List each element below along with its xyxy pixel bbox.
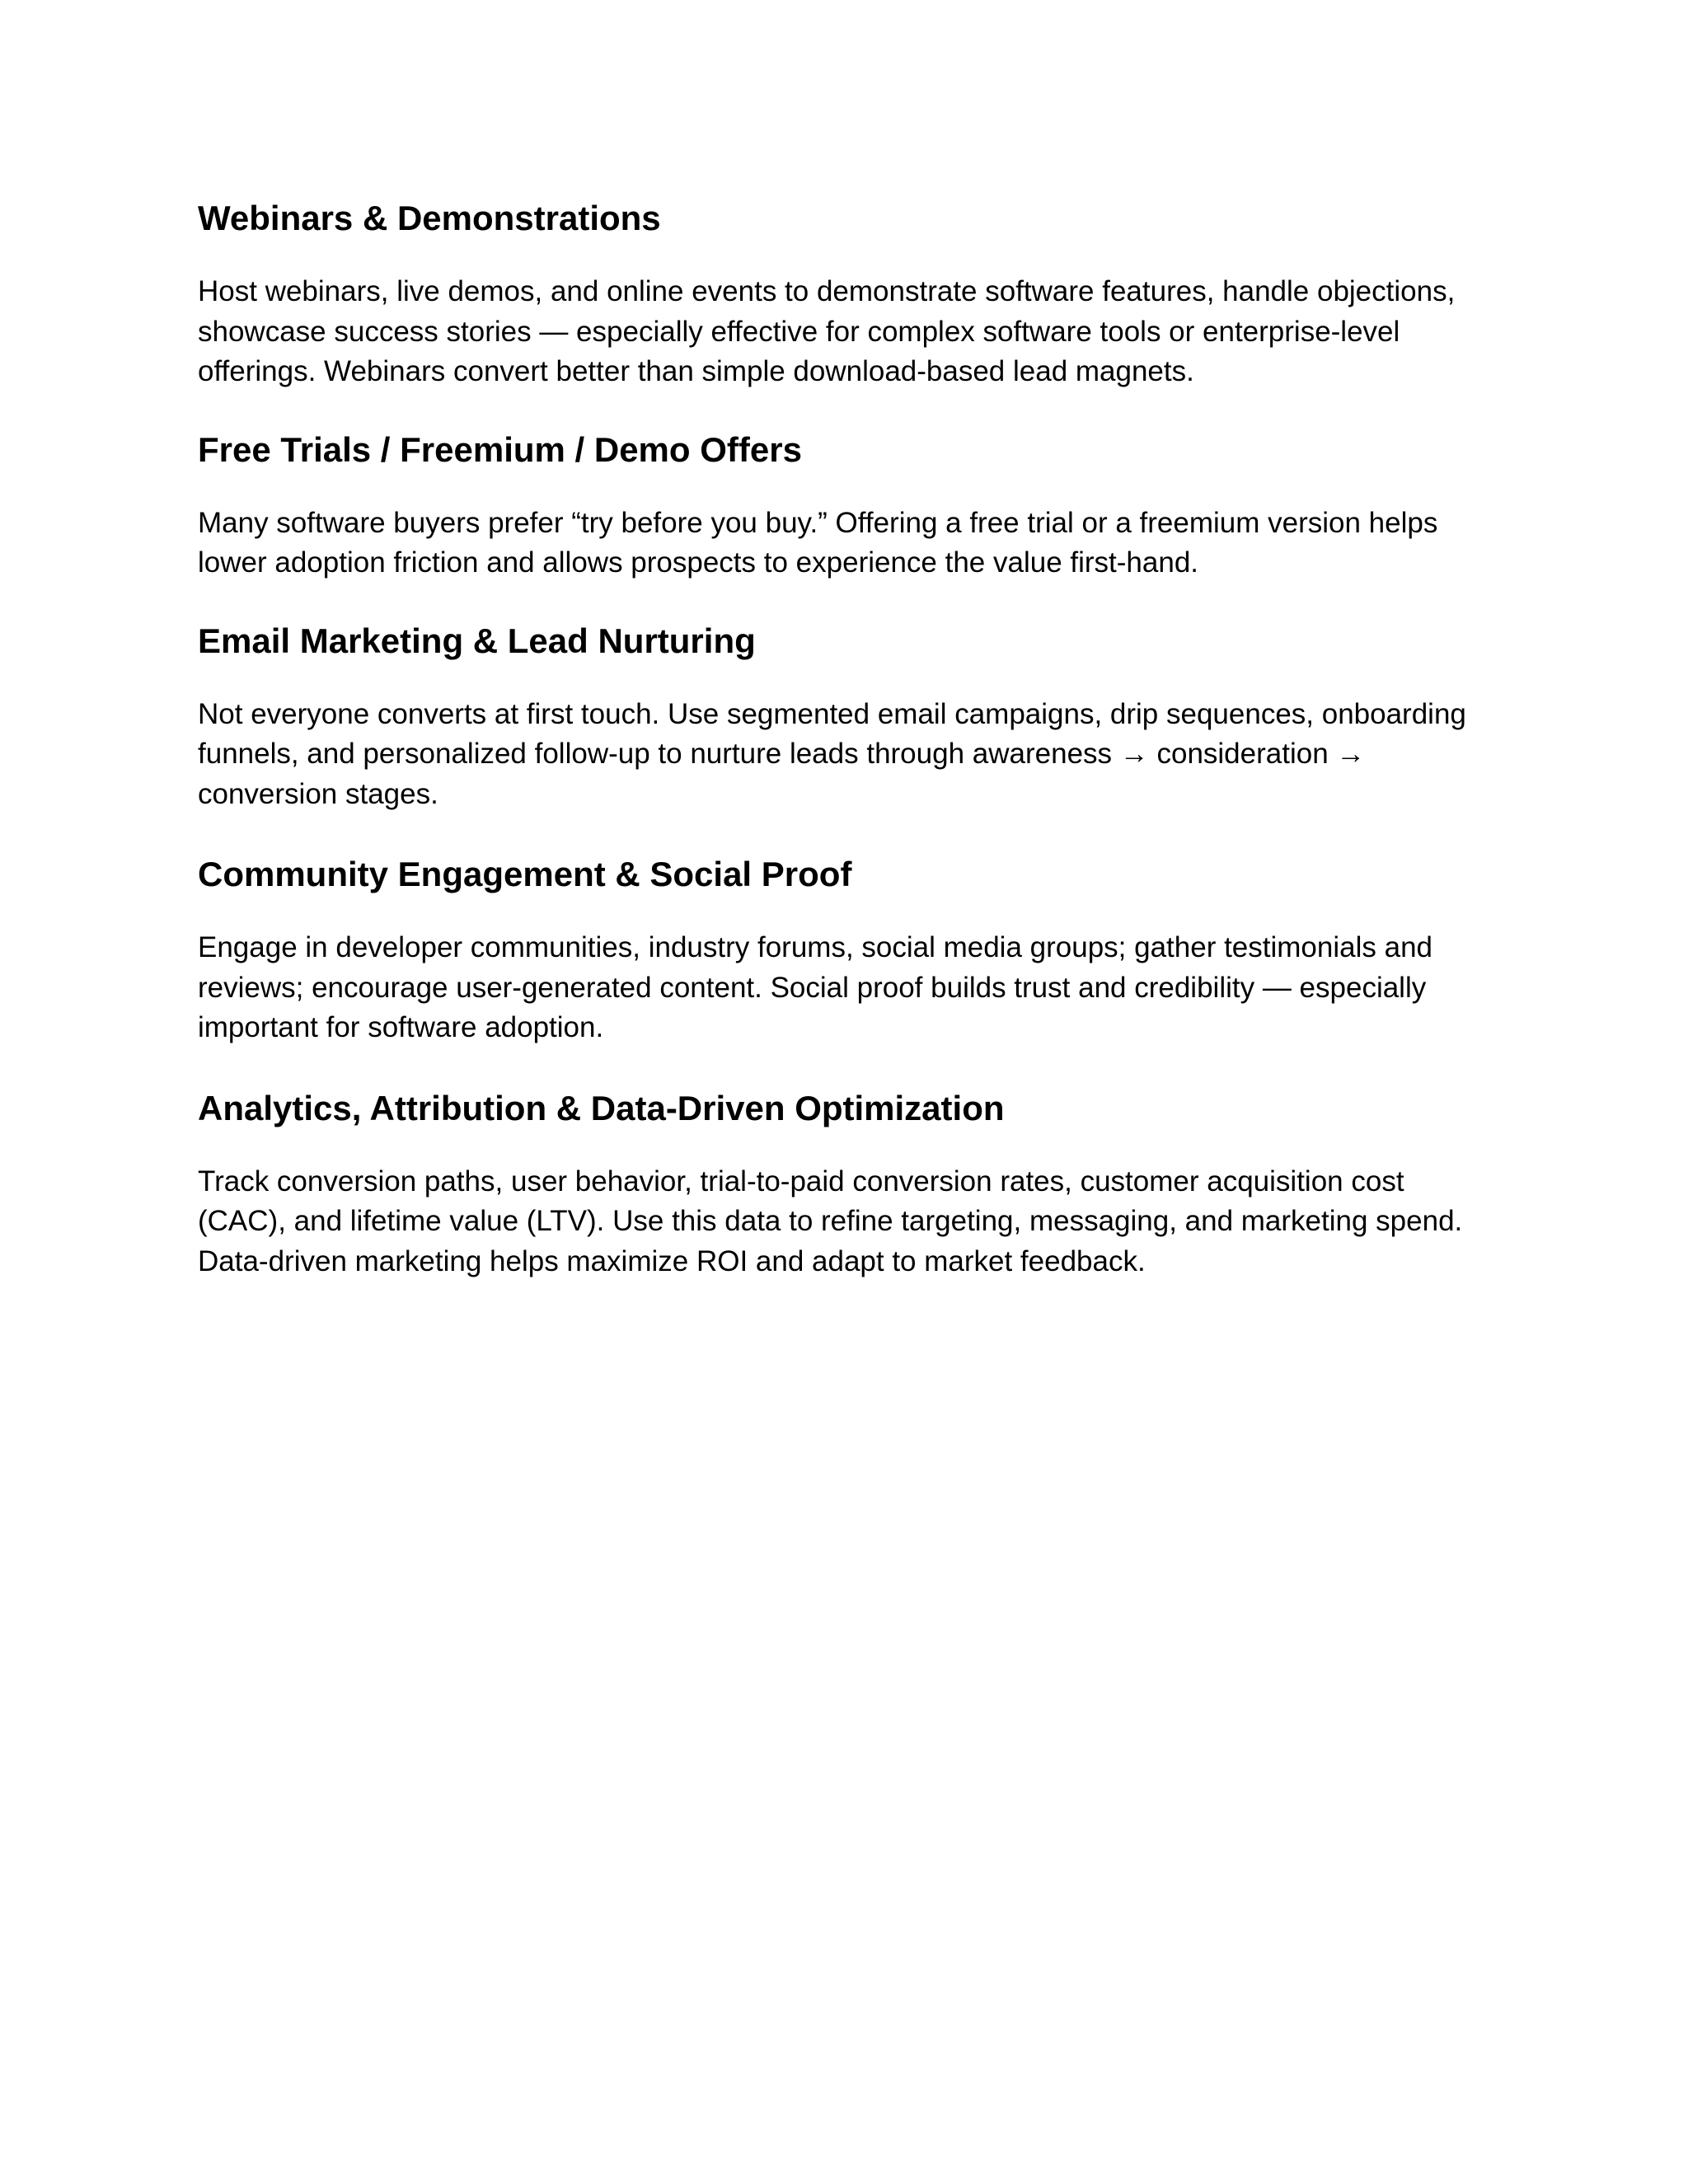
section-email-marketing bbox=[198, 621, 1500, 815]
section-heading: Free Trials / Freemium / Demo Offers bbox=[198, 429, 802, 469]
section-analytics bbox=[198, 1088, 1500, 1282]
document-page bbox=[198, 198, 1500, 1282]
section-free-trials bbox=[198, 429, 1500, 583]
section-body: Many software buyers prefer “try before you buy.” Offering a free trial or a freemium version helps lower adoption friction and allows prospects to experience the value first-hand. bbox=[198, 506, 1438, 579]
section-heading: Webinars & Demonstrations bbox=[198, 199, 661, 237]
section-body: Not everyone converts at first touch. Use segmented email campaigns, drip sequences, onboarding funnels, and personalized follow-up to nurture leads through awareness → consideration → conversion stages. bbox=[198, 697, 1466, 810]
section-heading: Analytics, Attribution & Data-Driven Optimization bbox=[198, 1088, 1005, 1127]
section-body: Engage in developer communities, industry forums, social media groups; gather testimonials and reviews; encourage user-generated content. Social proof builds trust and credibility — especially important for software adoption. bbox=[198, 931, 1432, 1043]
section-body: Host webinars, live demos, and online events to demonstrate software features, handle objections, showcase success stories — especially effective for complex software tools or enterprise‑level offerings. Webinars convert better than simple download-based lead magnets. bbox=[198, 275, 1456, 387]
section-webinars bbox=[198, 198, 1500, 392]
section-heading: Email Marketing & Lead Nurturing bbox=[198, 621, 756, 660]
section-community-engagement bbox=[198, 854, 1500, 1048]
section-body: Track conversion paths, user behavior, trial-to-paid conversion rates, customer acquisition cost (CAC), and lifetime value (LTV). Use this data to refine targeting, messaging, and marketing spend. Data-driven marketing helps maximize ROI and adapt to market feedback. bbox=[198, 1165, 1463, 1277]
section-heading: Community Engagement & Social Proof bbox=[198, 855, 852, 893]
